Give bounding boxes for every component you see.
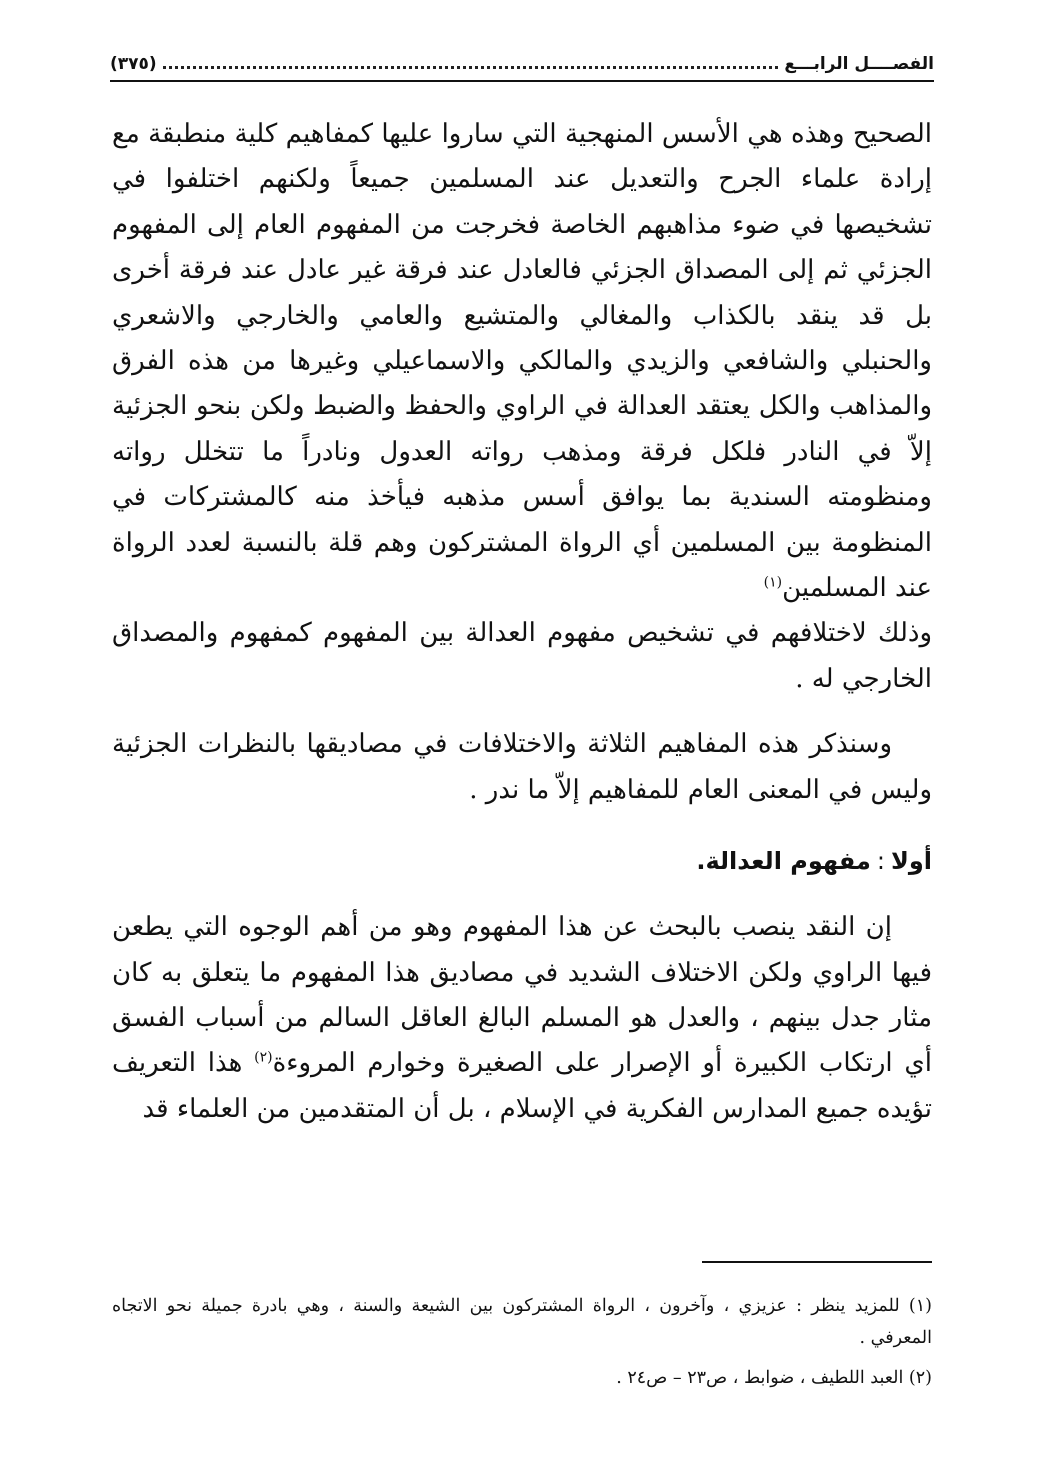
paragraph: وسنذكر هذه المفاهيم الثلاثة والاختلافات في مصاديقها بالنظرات الجزئية وليس في المعنى العام للمفاهيم إلاّ ما ندر . [112, 729, 932, 805]
footnote-ref-1: (١) [763, 574, 783, 591]
page-number: (٣٧٥) [110, 54, 157, 74]
header-dot-leader [163, 65, 779, 69]
running-header [110, 40, 934, 74]
footnote-rule [702, 1261, 932, 1263]
paragraph-text: إن النقد ينصب بالبحث عن هذا المفهوم وهو من أهم الوجوه التي يطعن فيها الراوي ولكن الاختلاف الشديد في مصاديق هذا المفهوم ما يتعلق به كان مثار جدل بينهم ، والعدل هو المسلم البالغ العاقل السالم من أسباب الفسق أي ارتكاب الكبيرة أو الإصرار على الصغيرة وخوارم المروءة [112, 912, 932, 1079]
chapter-title: الفصــــل الرابـــع [784, 54, 934, 74]
paragraph-text: هذا التعريف تؤيده جميع المدارس الفكرية في الإسلام ، بل أن المتقدمين من العلماء قد [112, 1048, 932, 1124]
header-rule [110, 80, 934, 82]
section-number: أولا [890, 847, 932, 876]
footnote-2: (٢) العبد اللطيف ، ضوابط ، ص٢٣ – ص٢٤ . [616, 1368, 932, 1388]
main-text [112, 112, 932, 1132]
section-colon: : [876, 847, 885, 876]
section-heading [112, 841, 932, 881]
footnote-ref-2: (٢) [254, 1049, 273, 1066]
paragraph: وذلك لاختلافهم في تشخيص مفهوم العدالة بين المفهوم كمفهوم والمصداق الخارجي له . [112, 618, 932, 694]
footnote-1: (١) للمزيد ينظر : عزيزي ، وآخرون ، الرواة المشتركون بين الشيعة والسنة ، وهي بادرة جميلة نحو الاتجاه المعرفي . [112, 1296, 932, 1348]
section-title: مفهوم العدالة. [696, 847, 871, 876]
paragraph [112, 905, 932, 1132]
footnotes [112, 1290, 932, 1402]
paragraph-text: الصحيح وهذه هي الأسس المنهجية التي ساروا عليها كمفاهيم كلية منطبقة مع إرادة علماء الجرح والتعديل عند المسلمين جميعاً ولكنهم اختلفوا في تشخيصها في ضوء مذاهبهم الخاصة فخرجت من المفهوم العام إلى المفهوم الجزئي ثم إلى المصداق الجزئي فالعادل عند فرقة غير عادل عند فرقة أخرى بل قد ينقد بالكذاب والمغالي والمتشيع والعامي والخارجي والاشعري والحنبلي والشافعي والزيدي والمالكي والاسماعيلي وغيرها من هذه الفرق والمذاهب والكل يعتقد العدالة في الراوي والحفظ والضبط ولكن بنحو الجزئية إلاّ في النادر فلكل فرقة ومذهب رواته العدول ونادراً ما تتخلل رواته ومنظومته السندية بما يوافق أسس مذهبه فيأخذ منه كالمشتركات في المنظومة بين المسلمين أي الرواة المشتركون وهم قلة بالنسبة لعدد الرواة عند المسلمين [112, 119, 932, 604]
paragraph-continuation [112, 112, 932, 611]
